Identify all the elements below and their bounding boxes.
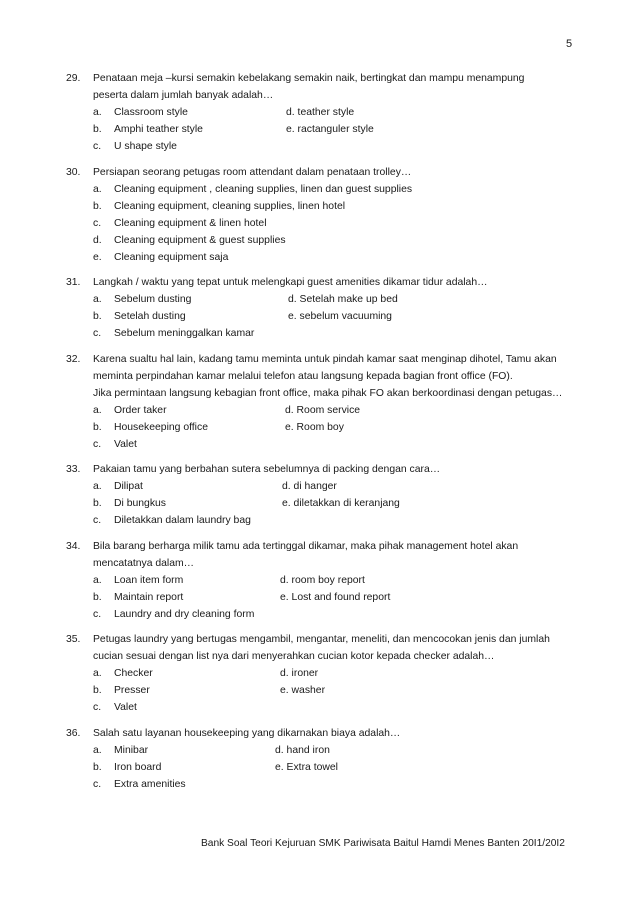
option-d: d. teather style — [286, 107, 355, 118]
option-c: c. Extra amenities — [93, 778, 186, 790]
option-a: a. Classroom style — [93, 107, 188, 118]
option-a: a. Minibar — [93, 744, 149, 756]
question-number: 29. — [66, 73, 81, 84]
option-row — [66, 699, 586, 716]
option-row — [66, 665, 586, 682]
question-list — [66, 70, 586, 801]
option-row — [66, 121, 586, 138]
question-number: 32. — [66, 353, 81, 365]
option-row — [66, 512, 586, 529]
question-number: 33. — [66, 464, 81, 475]
option-c: c. Cleaning equipment & linen hotel — [93, 217, 267, 229]
question-text: Langkah / waktu yang tepat untuk melengkapi guest amenities dikamar tidur adalah… — [93, 277, 488, 288]
option-e: e. Room boy — [285, 421, 344, 433]
option-row — [66, 138, 586, 155]
option-b: b. Iron board — [93, 761, 162, 773]
option-row — [66, 215, 586, 232]
option-b: b. Di bungkus — [93, 498, 166, 509]
question-number: 36. — [66, 727, 81, 739]
question-text: Petugas laundry yang bertugas mengambil, mengantar, meneliti, dan mencocokan jenis dan jumlah — [93, 634, 550, 645]
option-d: d. Setelah make up bed — [288, 294, 398, 305]
option-e: e. Extra towel — [275, 761, 338, 773]
option-e: e. diletakkan di keranjang — [282, 498, 400, 509]
question-text: Pakaian tamu yang berbahan sutera sebelumnya di packing dengan cara… — [93, 464, 441, 475]
option-a: a. Checker — [93, 668, 153, 679]
option-e: e. sebelum vacuuming — [288, 311, 392, 322]
question-number: 35. — [66, 634, 81, 645]
option-a: a. Cleaning equipment , cleaning supplies, linen dan guest supplies — [93, 183, 413, 195]
option-row — [66, 325, 586, 342]
option-d: d. Cleaning equipment & guest supplies — [93, 234, 286, 246]
question-text: Persiapan seorang petugas room attendant dalam penataan trolley… — [93, 166, 412, 178]
question-35 — [66, 631, 586, 716]
option-row — [66, 478, 586, 495]
question-text: meminta perpindahan kamar melalui telefon atau langsung kepada bagian front office (FO). — [93, 370, 513, 382]
page-number: 5 — [566, 38, 573, 50]
option-row — [66, 776, 586, 793]
option-row — [66, 742, 586, 759]
option-row — [66, 291, 586, 308]
option-a: a. Sebelum dusting — [93, 294, 192, 305]
question-text: mencatatnya dalam… — [93, 557, 195, 569]
option-row — [66, 572, 586, 589]
question-text: Bila barang berharga milik tamu ada tertinggal dikamar, maka pihak management hotel akan — [93, 540, 519, 552]
option-row — [66, 402, 586, 419]
question-number: 31. — [66, 277, 81, 288]
option-row — [66, 589, 586, 606]
question-34 — [66, 538, 586, 623]
option-row — [66, 682, 586, 699]
option-e: e. Lost and found report — [280, 591, 391, 603]
option-d: d. hand iron — [275, 744, 330, 756]
option-c: c. Laundry and dry cleaning form — [93, 608, 255, 620]
option-b: b. Maintain report — [93, 591, 184, 603]
option-row — [66, 232, 586, 249]
option-a: a. Loan item form — [93, 574, 184, 586]
option-b: b. Presser — [93, 685, 150, 696]
option-b: b. Housekeeping office — [93, 421, 208, 433]
option-row — [66, 495, 586, 512]
option-row — [66, 104, 586, 121]
page-footer: Bank Soal Teori Kejuruan SMK Pariwisata Baitul Hamdi Menes Banten 20I1/20I2 — [201, 838, 565, 849]
option-a: a. Dilipat — [93, 481, 143, 492]
option-e: e. ractanguler style — [286, 124, 374, 135]
question-number: 30. — [66, 166, 81, 178]
option-e: e. Cleaning equipment saja — [93, 251, 229, 263]
option-d: d. di hanger — [282, 481, 337, 492]
option-c: c. Diletakkan dalam laundry bag — [93, 515, 251, 526]
option-c: c. Valet — [93, 702, 137, 713]
question-29 — [66, 70, 586, 155]
option-row — [66, 249, 586, 266]
option-row — [66, 759, 586, 776]
question-text: Karena sualtu hal lain, kadang tamu meminta untuk pindah kamar saat menginap dihotel, Tamu akan — [93, 353, 557, 365]
question-33 — [66, 461, 586, 529]
option-row — [66, 181, 586, 198]
option-d: d. room boy report — [280, 574, 365, 586]
question-32 — [66, 351, 586, 453]
question-text: Penataan meja –kursi semakin kebelakang semakin naik, bertingkat dan mampu menampung — [93, 73, 525, 84]
option-e: e. washer — [280, 685, 326, 696]
option-b: b. Cleaning equipment, cleaning supplies, linen hotel — [93, 200, 346, 212]
question-text: cucian sesuai dengan list nya dari menyerahkan cucian kotor kepada checker adalah… — [93, 651, 495, 662]
question-36 — [66, 725, 586, 793]
question-30 — [66, 164, 586, 266]
option-b: b. Amphi teather style — [93, 124, 203, 135]
question-text: peserta dalam jumlah banyak adalah… — [93, 90, 274, 101]
option-row — [66, 308, 586, 325]
option-b: b. Setelah dusting — [93, 311, 186, 322]
option-row — [66, 198, 586, 215]
option-row — [66, 606, 586, 623]
question-text: Salah satu layanan housekeeping yang dikarnakan biaya adalah… — [93, 727, 401, 739]
option-c: c. Valet — [93, 438, 137, 450]
option-c: c. U shape style — [93, 141, 177, 152]
question-text: Jika permintaan langsung kebagian front office, maka pihak FO akan berkoordinasi dengan petugas… — [93, 387, 563, 399]
option-row — [66, 436, 586, 453]
option-c: c. Sebelum meninggalkan kamar — [93, 328, 255, 339]
question-number: 34. — [66, 540, 81, 552]
question-31 — [66, 274, 586, 342]
option-d: d. ironer — [280, 668, 319, 679]
option-row — [66, 419, 586, 436]
option-d: d. Room service — [285, 404, 361, 416]
option-a: a. Order taker — [93, 404, 167, 416]
